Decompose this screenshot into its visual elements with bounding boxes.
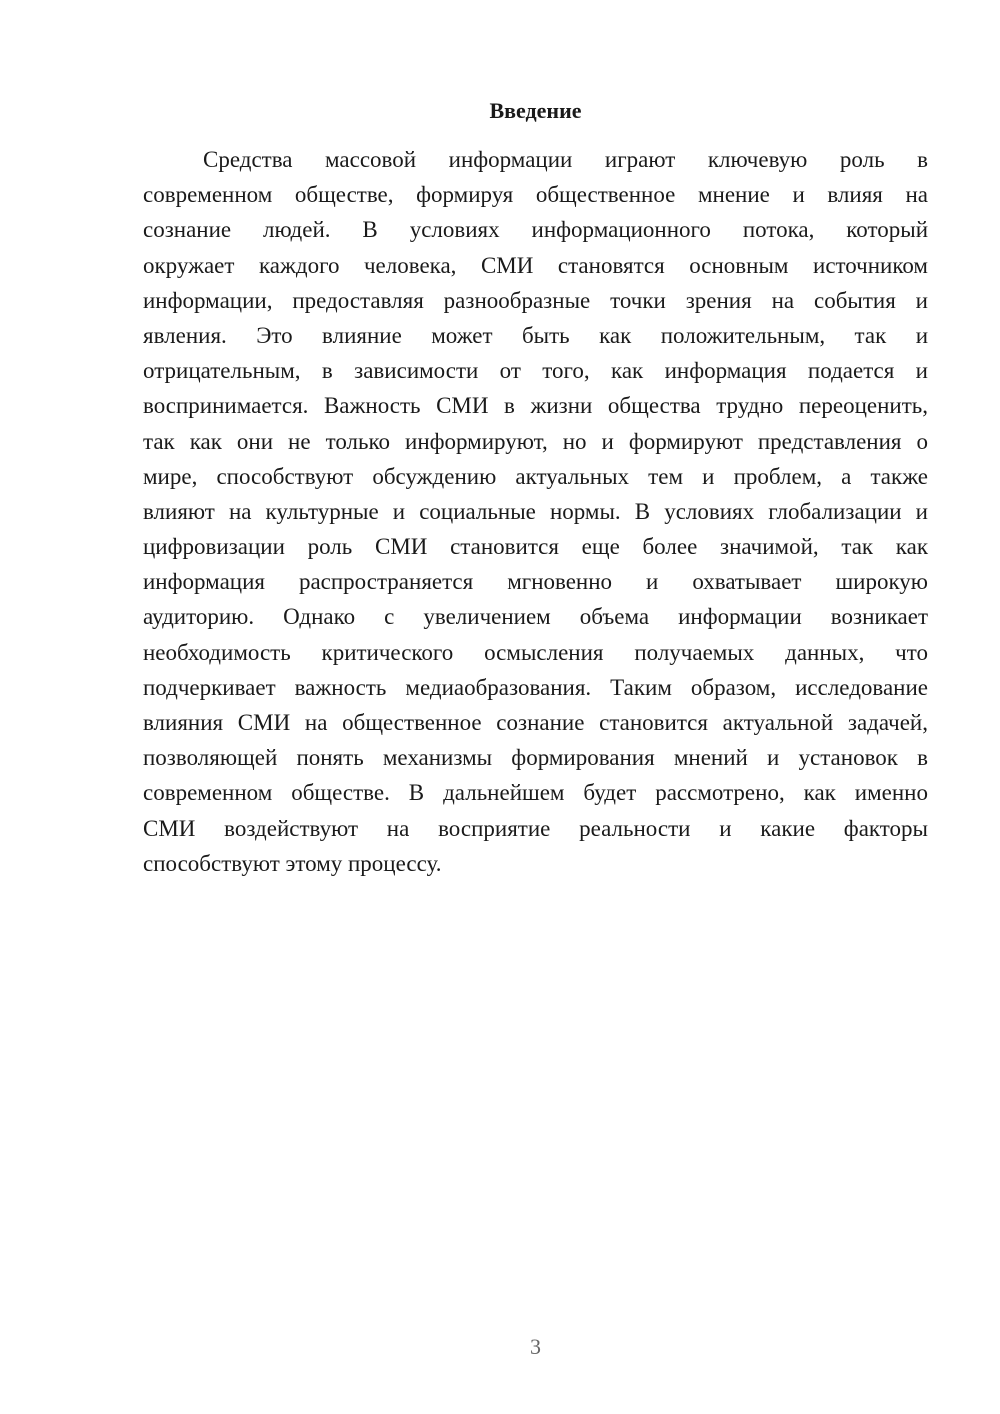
paragraph-line: современном обществе, формируя общественное мнение и влияя на xyxy=(143,182,928,208)
paragraph-line: воспринимается. Важность СМИ в жизни общества трудно переоценить, xyxy=(143,393,928,419)
paragraph-line: сознание людей. В условиях информационного потока, который xyxy=(143,217,928,243)
paragraph-line: цифровизации роль СМИ становится еще более значимой, так как xyxy=(143,534,928,560)
paragraph-line: явления. Это влияние может быть как положительным, так и xyxy=(143,322,928,348)
paragraph-line: влияния СМИ на общественное сознание становится актуальной задачей, xyxy=(143,710,928,735)
paragraph-line: Средства массовой информации играют ключевую роль в xyxy=(203,147,928,172)
paragraph-line: способствуют этому процессу. xyxy=(143,850,442,876)
paragraph-line: мире, способствуют обсуждению актуальных тем и проблем, а также xyxy=(143,463,928,489)
paragraph-line: влияют на культурные и социальные нормы. В условиях глобализации и xyxy=(143,498,928,524)
section-title: Введение xyxy=(489,98,582,123)
page-number: 3 xyxy=(530,1334,541,1359)
paragraph-line: информация распространяется мгновенно и охватывает широкую xyxy=(143,569,928,595)
body-paragraph xyxy=(143,142,928,881)
paragraph-line: подчеркивает важность медиаобразования. Таким образом, исследование xyxy=(143,674,928,700)
paragraph-line: необходимость критического осмысления получаемых данных, что xyxy=(143,639,928,665)
paragraph-line: так как они не только информируют, но и формируют представления о xyxy=(143,428,928,454)
paragraph-line: позволяющей понять механизмы формирования мнений и установок в xyxy=(143,745,928,771)
paragraph-line: современном обществе. В дальнейшем будет рассмотрено, как именно xyxy=(143,780,928,806)
paragraph-line: отрицательным, в зависимости от того, как информация подается и xyxy=(143,358,928,384)
paragraph-line: СМИ воздействуют на восприятие реальности и какие факторы xyxy=(143,815,928,841)
paragraph-line: окружает каждого человека, СМИ становятся основным источником xyxy=(143,252,928,278)
paragraph-line: аудиторию. Однако с увеличением объема информации возникает xyxy=(143,604,928,630)
paragraph-line: информации, предоставляя разнообразные точки зрения на события и xyxy=(143,287,928,313)
